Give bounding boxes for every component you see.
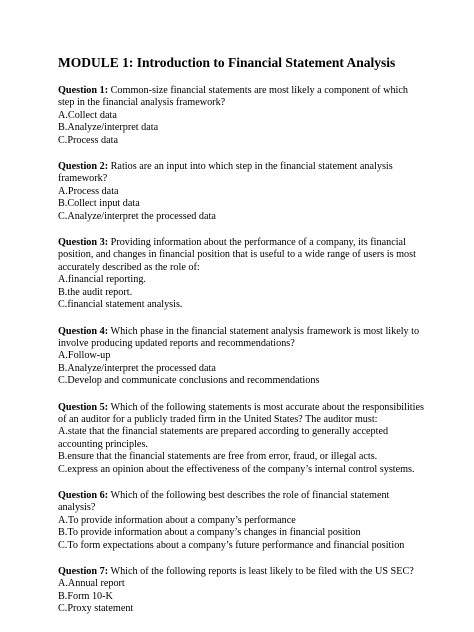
answer-option: A.Collect data [58,109,117,121]
answer-option: A.To provide information about a company’s performance [58,514,296,526]
question-7 [58,566,424,616]
question-body: Which phase in the financial statement analysis framework is most likely to involve producing updated reports and recommendations? [58,325,420,349]
question-body: Ratios are an input into which step in the financial statement analysis framework? [58,161,393,185]
answer-option: B.Form 10-K [58,590,113,602]
question-label: Question 3: [58,237,109,249]
question-label: Question 5: [58,401,109,413]
answer-option: A.state that the financial statements are prepared according to generally accepted accounting principles. [58,426,389,450]
question-body: Providing information about the performance of a company, its financial position, and changes in financial position that is useful to a wide range of users is most accurately described as the role of: [58,237,416,273]
answer-option: B.To provide information about a company’s changes in financial position [58,527,361,539]
question-6 [58,490,424,552]
question-label: Question 4: [58,325,109,337]
question-body: Which of the following reports is least likely to be filed with the US SEC? [108,566,414,577]
question-1 [58,85,424,147]
page-title: MODULE 1: Introduction to Financial Statement Analysis [58,55,396,70]
question-text [58,85,424,110]
answer-option: C.express an opinion about the effectiveness of the company’s internal control systems. [58,463,415,475]
question-label: Question 1: [58,85,109,96]
answer-option: C.financial statement analysis. [58,299,183,311]
answer-option: C.Process data [58,134,118,146]
answer-option: C.To form expectations about a company’s future performance and financial position [58,539,405,551]
question-text [58,490,424,515]
answer-option: C.Proxy statement [58,603,134,615]
question-body: Common-size financial statements are most likely a component of which step in the financial analysis framework? [58,85,408,109]
question-label: Question 7: [58,566,109,577]
answer-option: A.financial reporting. [58,274,146,286]
question-text [58,402,424,427]
question-2 [58,161,424,223]
answer-option: B.the audit report. [58,286,133,298]
question-text [58,237,424,274]
answer-option: A.Process data [58,185,119,197]
answer-option: C.Develop and communicate conclusions and recommendations [58,375,320,387]
question-text [58,566,424,578]
question-5 [58,402,424,476]
question-text [58,161,424,186]
answer-option: B.Analyze/interpret data [58,122,159,134]
question-4 [58,326,424,388]
answer-option: A.Follow-up [58,350,111,362]
answer-option: B.ensure that the financial statements are free from error, fraud, or illegal acts. [58,451,378,463]
question-body: Which of the following statements is most accurate about the responsibilities of an auditor for a publicly traded firm in the United States? The auditor must: [58,401,424,425]
question-body: Which of the following best describes the role of financial statement analysis? [58,489,390,514]
answer-option: B.Analyze/interpret the processed data [58,362,216,374]
question-label: Question 6: [58,489,109,501]
answer-option: C.Analyze/interpret the processed data [58,210,216,222]
question-text [58,326,424,351]
answer-option: B.Collect input data [58,198,140,210]
question-3 [58,237,424,311]
question-label: Question 2: [58,161,109,173]
answer-option: A.Annual report [58,578,125,590]
